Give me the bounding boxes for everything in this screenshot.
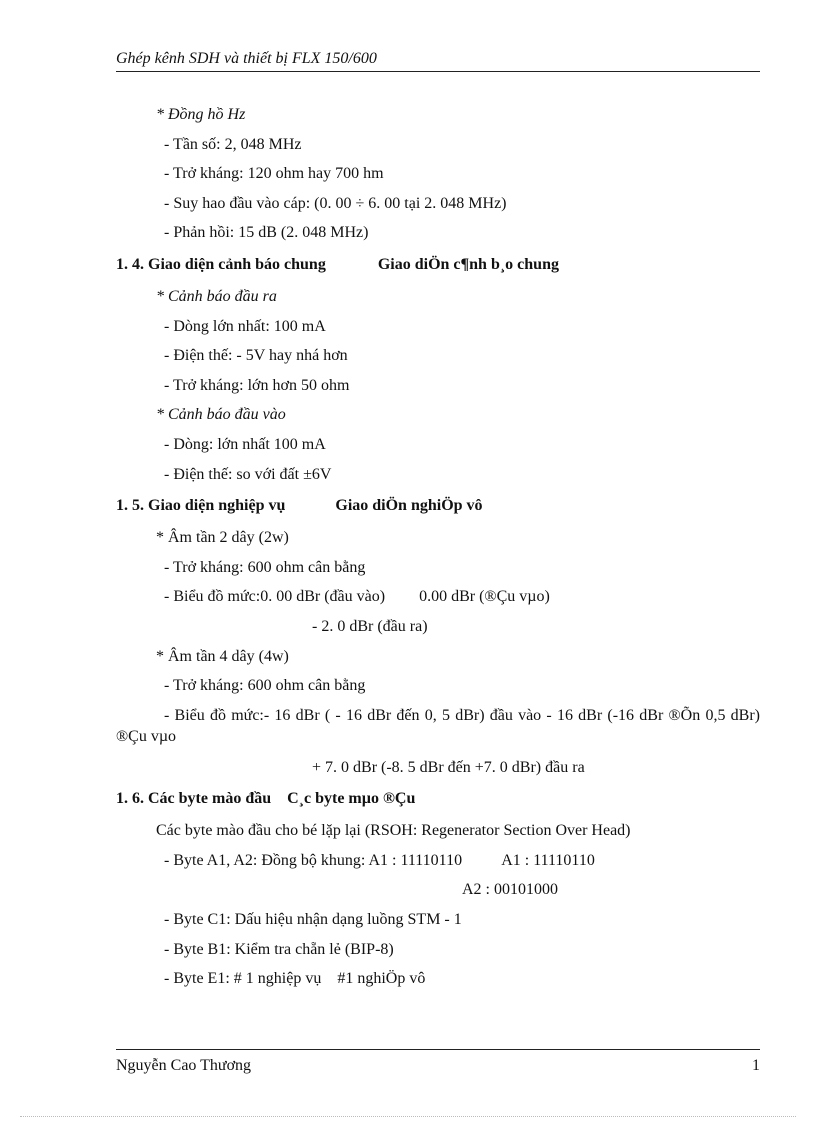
section-heading-1-6	[116, 782, 760, 816]
byte-a1-duplicate: A1 : 11110110	[501, 851, 595, 869]
heading-garbled-text: C¸c byte mµo ®Çu	[287, 790, 416, 808]
list-item: - Phản hồi: 15 dB (2. 048 MHz)	[164, 224, 369, 242]
list-item: - Dòng lớn nhất: 100 mA	[164, 317, 326, 335]
level-diagram-4w: - Biểu đồ mức:- 16 dBr ( - 16 dBr đến 0, 5 dBr) đầu vào - 16 dBr (-16 dBr ®Õn 0,5 dBr) ®Çu vµo	[116, 706, 760, 745]
level-garbled-text: 0.00 dBr (®Çu vµo)	[419, 588, 550, 606]
page-header-title: Ghép kênh SDH và thiết bị FLX 150/600	[116, 50, 377, 67]
list-item: - Dòng: lớn nhất 100 mA	[164, 435, 326, 453]
voice-2w-subtitle: * Âm tần 2 dây (2w)	[156, 529, 289, 547]
level-text: - Biểu đồ mức:0. 00 dBr (đầu vào)	[164, 588, 386, 606]
header-divider	[116, 71, 760, 72]
section-heading-1-5	[116, 489, 760, 523]
clock-subtitle: * Đồng hồ Hz	[156, 106, 246, 123]
list-item: - Trở kháng: lớn hơn 50 ohm	[164, 376, 350, 394]
byte-a2: A2 : 00101000	[462, 881, 558, 899]
footer-author: Nguyễn Cao Thương	[116, 1057, 252, 1074]
list-item: - Điện thế: - 5V hay nhá hơn	[164, 347, 348, 365]
level-diagram-2w	[116, 582, 760, 612]
heading-garbled-text: Giao diÖn c¶nh b¸o chung	[377, 255, 559, 273]
voice-4w-subtitle: * Âm tần 4 dây (4w)	[156, 647, 289, 665]
alarm-out-subtitle: * Cảnh báo đầu ra	[156, 287, 277, 305]
heading-text: 1. 4. Giao diện cảnh báo chung	[116, 255, 326, 273]
rsoh-intro: Các byte mào đầu cho bé lặp lại (RSOH: Regenerator Section Over Head)	[156, 822, 631, 840]
footer-divider	[116, 1049, 760, 1050]
heading-garbled-text: Giao diÖn nghiÖp vô	[335, 497, 483, 515]
list-item: - Trở kháng: 120 ohm hay 700 hm	[164, 165, 384, 183]
heading-text: 1. 6. Các byte mào đầu	[116, 790, 272, 808]
list-item: - Suy hao đầu vào cáp: (0. 00 ÷ 6. 00 tại 2. 048 MHz)	[164, 194, 507, 212]
list-item: - Điện thế: so với đất ±6V	[164, 465, 332, 483]
list-item: - Tần số: 2, 048 MHz	[164, 135, 302, 153]
byte-e1-garbled: #1 nghiÖp vô	[337, 970, 426, 988]
list-item: - Trở kháng: 600 ohm cân bằng	[164, 558, 366, 576]
byte-c1: - Byte C1: Dấu hiệu nhận dạng luồng STM - 1	[164, 911, 462, 929]
byte-e1-text: - Byte E1: # 1 nghiệp vụ	[164, 970, 322, 988]
heading-text: 1. 5. Giao diện nghiệp vụ	[116, 497, 286, 515]
level-output-2w: - 2. 0 dBr (đầu ra)	[312, 617, 428, 635]
byte-e1	[116, 964, 760, 994]
byte-a1a2	[116, 846, 760, 876]
byte-a1a2-text: - Byte A1, A2: Đồng bộ khung: A1 : 11110110	[164, 851, 463, 869]
document-body	[116, 100, 760, 994]
byte-b1: - Byte B1: Kiểm tra chẵn lẻ (BIP-8)	[164, 940, 394, 958]
page-number: 1	[752, 1057, 760, 1074]
list-item: - Trở kháng: 600 ohm cân bằng	[164, 677, 366, 695]
alarm-in-subtitle: * Cảnh báo đầu vào	[156, 406, 286, 424]
page-bottom-dotted-border	[20, 1116, 796, 1117]
section-heading-1-4	[116, 248, 760, 282]
level-output-4w: + 7. 0 dBr (-8. 5 dBr đến +7. 0 dBr) đầu ra	[312, 758, 585, 776]
